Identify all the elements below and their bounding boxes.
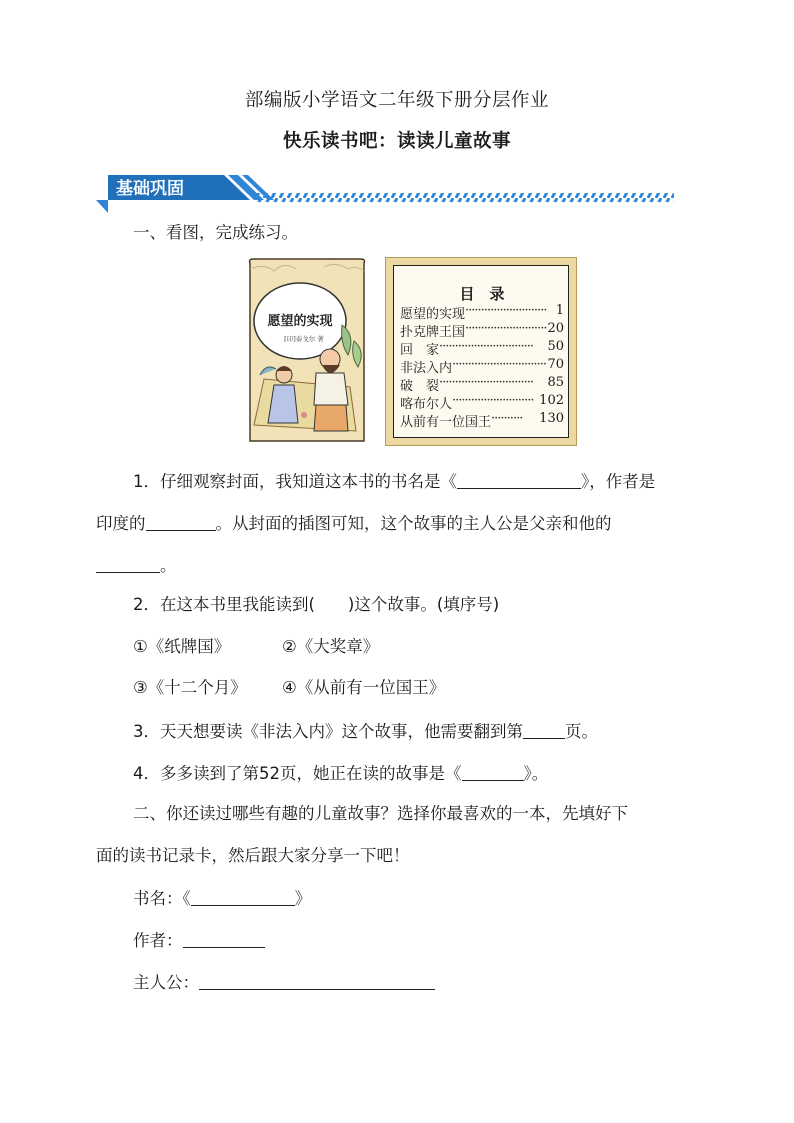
author-blank[interactable] [146, 514, 216, 531]
toc-entry: 从前有一位国王 ·········· 130 [400, 411, 564, 430]
cover-title: 愿望的实现 [267, 314, 333, 329]
option-2: ②《大奖章》 [282, 637, 380, 656]
cover-author: [印]泰戈尔 著 [284, 335, 324, 343]
question-1-2: 2．在这本书里我能读到( )这个故事。(填序号) [133, 595, 500, 614]
book-cover-image [244, 255, 370, 447]
section-banner [94, 168, 684, 214]
card-author: 作者： [133, 931, 265, 950]
card-book-title-blank[interactable] [191, 889, 295, 906]
option-1: ①《纸牌国》 [133, 637, 231, 656]
toc-entry: 非法入内 ······························ 70 [400, 357, 564, 376]
toc-entry: 破 裂 ······························ 85 [400, 375, 564, 394]
question-1-1-cont: 印度的 。从封面的插图可知，这个故事的主人公是父亲和他的 [96, 514, 612, 533]
banner-hatch-stripe [254, 193, 674, 202]
question-1-1: 1．仔细观察封面，我知道这本书的书名是《 》，作者是 [133, 472, 656, 491]
question-1-heading: 一、看图，完成练习。 [133, 223, 298, 242]
story-title-blank[interactable] [462, 764, 524, 781]
worksheet-title: 部编版小学语文二年级下册分层作业 [244, 90, 549, 111]
card-protagonist: 主人公： [133, 973, 435, 992]
question-2: 二、你还读过哪些有趣的儿童故事？选择你最喜欢的一本，先填好下 [133, 804, 628, 823]
section-label: 基础巩固 [116, 179, 184, 199]
option-3: ③《十二个月》 [133, 678, 247, 697]
table-of-contents-image [385, 257, 577, 446]
card-author-blank[interactable] [183, 931, 265, 948]
book-title-blank[interactable] [457, 472, 581, 489]
worksheet-subtitle: 快乐读书吧：读读儿童故事 [282, 131, 511, 152]
question-1-1-end: 。 [96, 556, 177, 575]
question-1-4: 4．多多读到了第52页，她正在读的故事是《 》。 [133, 764, 549, 783]
protagonist-relation-blank[interactable] [96, 556, 160, 573]
question-2-cont: 面的读书记录卡，然后跟大家分享一下吧！ [96, 846, 410, 865]
question-1-3: 3．天天想要读《非法入内》这个故事，他需要翻到第 页。 [133, 722, 598, 741]
toc-entry: 喀布尔人 ·························· 102 [400, 393, 564, 412]
card-book-title: 书名：《 》 [133, 889, 312, 908]
toc-entry: 回 家 ······························ 50 [400, 339, 564, 358]
toc-title: 目 录 [459, 285, 505, 303]
toc-entry: 扑克牌王国 ·························· 20 [400, 321, 564, 340]
toc-entry: 愿望的实现 ·························· 1 [400, 303, 564, 322]
banner-fold [96, 200, 108, 213]
option-4: ④《从前有一位国王》 [282, 678, 446, 697]
card-protagonist-blank[interactable] [199, 973, 435, 990]
page-number-blank[interactable] [523, 722, 565, 739]
